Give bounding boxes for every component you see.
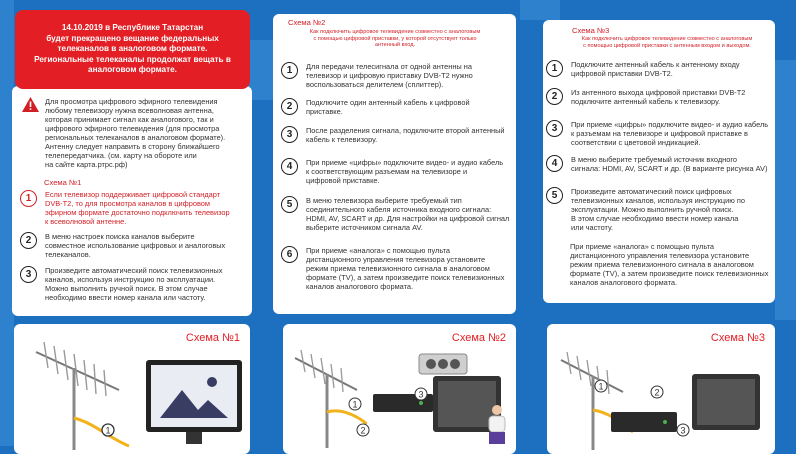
text-line: любому телевизору нужна всеволновая антенна, bbox=[45, 106, 214, 115]
scheme1-illustration bbox=[14, 324, 250, 454]
step-number: 3 bbox=[546, 120, 563, 137]
text-line: к разъемам на телевизоре и цифровой приставке в bbox=[571, 129, 748, 138]
text-line: совместное использование цифровых и аналоговых bbox=[45, 241, 226, 250]
scheme1-title: Схема №1 bbox=[185, 332, 240, 344]
scheme3-subtitle bbox=[560, 36, 774, 49]
step-number: 2 bbox=[546, 88, 563, 105]
step-number: 1 bbox=[281, 62, 298, 79]
text-line: необходимо ввести номер канала или частоту. bbox=[45, 293, 206, 302]
text-line: После разделения сигнала, подключите второй антенный bbox=[306, 126, 505, 135]
tv-icon bbox=[146, 360, 242, 444]
banner-line: Региональные телеканалы продолжат вещать в bbox=[34, 54, 231, 64]
step-number: 3 bbox=[281, 126, 298, 143]
mid-step-6 bbox=[281, 246, 504, 291]
bg-decoration bbox=[775, 60, 796, 320]
mid-step-3 bbox=[281, 126, 505, 144]
step-markers bbox=[587, 372, 707, 442]
step-number: 4 bbox=[546, 155, 563, 172]
antenna-info bbox=[22, 97, 225, 169]
mid-step-2 bbox=[281, 98, 470, 116]
text-line: соединительного кабеля источника входного сигнала: bbox=[306, 205, 492, 214]
step-number: 5 bbox=[281, 196, 298, 213]
right-step-4 bbox=[546, 155, 767, 173]
step-number: 1 bbox=[546, 60, 563, 77]
announcement-banner bbox=[15, 10, 250, 89]
text-line: Произведите автоматический поиск телевизионных bbox=[45, 266, 223, 275]
scheme3-illustration bbox=[547, 324, 775, 454]
scheme2-mark-3: 3 bbox=[418, 389, 424, 400]
text-line: каналов аналогового формата. bbox=[306, 282, 414, 291]
right-step-1 bbox=[546, 60, 740, 78]
text-line: При приеме «аналога» с помощью пульта bbox=[570, 242, 715, 251]
right-step-5 bbox=[546, 187, 745, 232]
step-number: 4 bbox=[281, 158, 298, 175]
text-line: Из антенного выхода цифровой приставки DVB-T2 bbox=[571, 88, 746, 97]
text-line: В меню выберите требуемый источник входного bbox=[571, 155, 737, 164]
text-line: телевизионных каналов, используя инструкцию по bbox=[571, 196, 745, 205]
mid-step-5 bbox=[281, 196, 509, 232]
text-line: цифровой приставке. bbox=[306, 176, 380, 185]
text-line: Произведите автоматический поиск цифровых bbox=[571, 187, 732, 196]
scheme3-mark-1: 1 bbox=[598, 381, 604, 392]
text-line: Как подключить цифровое телевидение совместно с аналоговым bbox=[309, 29, 481, 35]
text-line: которая принимает сигнал как аналогового, так и bbox=[45, 115, 214, 124]
banner-line: аналоговом формате. bbox=[88, 65, 177, 75]
text-line: к соответствующим разъемам на телевизоре и bbox=[306, 167, 468, 176]
scheme3-mark-2: 2 bbox=[654, 387, 660, 398]
text-line: с помощью цифровой приставки с антенным входом и выходом. bbox=[583, 42, 751, 49]
text-line: HDMI, AV, SCART и др. Для настройки на цифровой сигнал bbox=[306, 214, 510, 223]
text-line: цифрового эфирного телевидения (для просмотра bbox=[45, 124, 220, 133]
scheme2-header: Схема №2 bbox=[288, 18, 326, 27]
text-line: Для передачи телесигнала от одной антенны на bbox=[306, 62, 472, 71]
splitter-icon bbox=[413, 350, 473, 378]
scheme2-subtitle bbox=[278, 29, 512, 49]
step-number: 5 bbox=[546, 187, 563, 204]
text-line: воспользоваться делителем (сплиттер). bbox=[306, 80, 444, 89]
mid-step-1 bbox=[281, 62, 473, 89]
text-line: кабель к телевизору. bbox=[306, 135, 378, 144]
text-line: антенный вход. bbox=[374, 42, 416, 49]
scheme3-mark-3: 3 bbox=[680, 425, 686, 436]
warning-icon bbox=[22, 97, 39, 112]
text-line: При приеме «цифры» подключите видео- и аудио кабель bbox=[306, 158, 504, 167]
text-line: каналов аналогового формата. bbox=[570, 278, 678, 287]
banner-line: будет прекращено вещание федеральных bbox=[46, 33, 219, 43]
person-icon bbox=[483, 404, 511, 448]
text-line: каналов, используя инструкцию по эксплуатации. bbox=[45, 275, 216, 284]
text-line: Если телевизор поддерживает цифровой стандарт bbox=[45, 190, 221, 199]
text-line: или частоту. bbox=[571, 223, 614, 232]
text-line: на сайте карта.ртрс.рф) bbox=[45, 160, 128, 169]
step-number: 2 bbox=[20, 232, 37, 249]
text-line: дистанционного управления телевизора установите bbox=[306, 255, 486, 264]
right-step-3 bbox=[546, 120, 768, 147]
text-line: Антенну следует направить в сторону ближайшего bbox=[45, 142, 220, 151]
text-line: эксплуатации. Можно выполнить ручной поиск. bbox=[571, 205, 734, 214]
left-step-1 bbox=[20, 190, 230, 226]
mid-step-4 bbox=[281, 158, 503, 185]
text-line: При приеме «цифры» подключите видео- и аудио кабель bbox=[571, 120, 769, 129]
right-step-2 bbox=[546, 88, 745, 106]
text-line: Подключите один антенный кабель к цифровой bbox=[306, 98, 470, 107]
text-line: Можно выполнить ручной поиск. В этом случае bbox=[45, 284, 208, 293]
scheme3-header: Схема №3 bbox=[572, 26, 610, 35]
text-line: DVB-T2, то для просмотра каналов в цифровом bbox=[45, 199, 211, 208]
text-line: телеканалов. bbox=[45, 250, 91, 259]
antenna-icon bbox=[24, 328, 134, 450]
step-number: 6 bbox=[281, 246, 298, 263]
text-line: сигнала: HDMI, AV, SCART и др. (В варианте рисунка AV) bbox=[571, 164, 768, 173]
text-line: Как подключить цифровое телевидение совместно с аналоговым bbox=[581, 36, 753, 42]
scheme1-mark: 1 bbox=[105, 425, 111, 436]
right-analog-note bbox=[570, 242, 768, 287]
bg-decoration bbox=[520, 0, 560, 20]
step-number: 2 bbox=[281, 98, 298, 115]
text-line: Для просмотра цифрового эфирного телевидения bbox=[45, 97, 218, 106]
text-line: с помощью цифровой приставки, у которой отсутствует только bbox=[313, 35, 477, 42]
text-line: подключите антенный кабель к телевизору. bbox=[571, 97, 721, 106]
text-line: выберите источником сигнала AV. bbox=[306, 223, 423, 232]
step-number: 1 bbox=[20, 190, 37, 207]
scheme2-illustration bbox=[283, 324, 516, 454]
left-step-2 bbox=[20, 232, 225, 259]
text-line: формате (TV), а затем произведите поиск телевизионных bbox=[306, 273, 505, 282]
text-line: эфирном формате достаточно подключить телевизор bbox=[45, 208, 230, 217]
left-step-3 bbox=[20, 266, 222, 302]
text-line: дистанционного управления телевизора установите bbox=[570, 251, 750, 260]
text-line: При приеме «аналога» с помощью пульта bbox=[306, 246, 451, 255]
step-number: 3 bbox=[20, 266, 37, 283]
banner-line: 14.10.2019 в Республике Татарстан bbox=[61, 23, 204, 33]
text-line: приставке. bbox=[306, 107, 343, 116]
text-line: соответствии с цветовой индикацией. bbox=[571, 138, 701, 147]
text-line: Подключите антенный кабель к антенному входу bbox=[571, 60, 740, 69]
scheme2-mark-1: 1 bbox=[352, 399, 358, 410]
text-line: режим приема телевизионного сигнала в аналоговом bbox=[306, 264, 490, 273]
text-line: к всеволновой антенне. bbox=[45, 217, 127, 226]
scheme1-label: Схема №1 bbox=[44, 178, 82, 187]
scheme2-mark-2: 2 bbox=[360, 425, 366, 436]
text-line: режим приема телевизионного сигнала в аналоговом bbox=[570, 260, 754, 269]
scheme3-title: Схема №3 bbox=[710, 332, 765, 344]
text-line: В меню телевизора выберите требуемый тип bbox=[306, 196, 462, 205]
text-line: формате (TV), а затем произведите поиск телевизионных bbox=[570, 269, 769, 278]
text-line: цифровой приставки DVB-T2. bbox=[571, 69, 673, 78]
banner-line: телеканалов в аналоговом формате. bbox=[57, 44, 208, 54]
text-line: региональных телеканалов в аналоговом формате). bbox=[45, 133, 226, 142]
scheme2-title: Схема №2 bbox=[451, 332, 506, 344]
text-line: телепередатчика. (см. карту на обороте или bbox=[45, 151, 197, 160]
text-line: В этом случае необходимо ввести номер канала bbox=[571, 214, 739, 223]
step-markers bbox=[341, 384, 481, 444]
text-line: В меню настроек поиска каналов выберите bbox=[45, 232, 195, 241]
text-line: телевизор и цифровую приставку DVB-T2 нужно bbox=[306, 71, 473, 80]
